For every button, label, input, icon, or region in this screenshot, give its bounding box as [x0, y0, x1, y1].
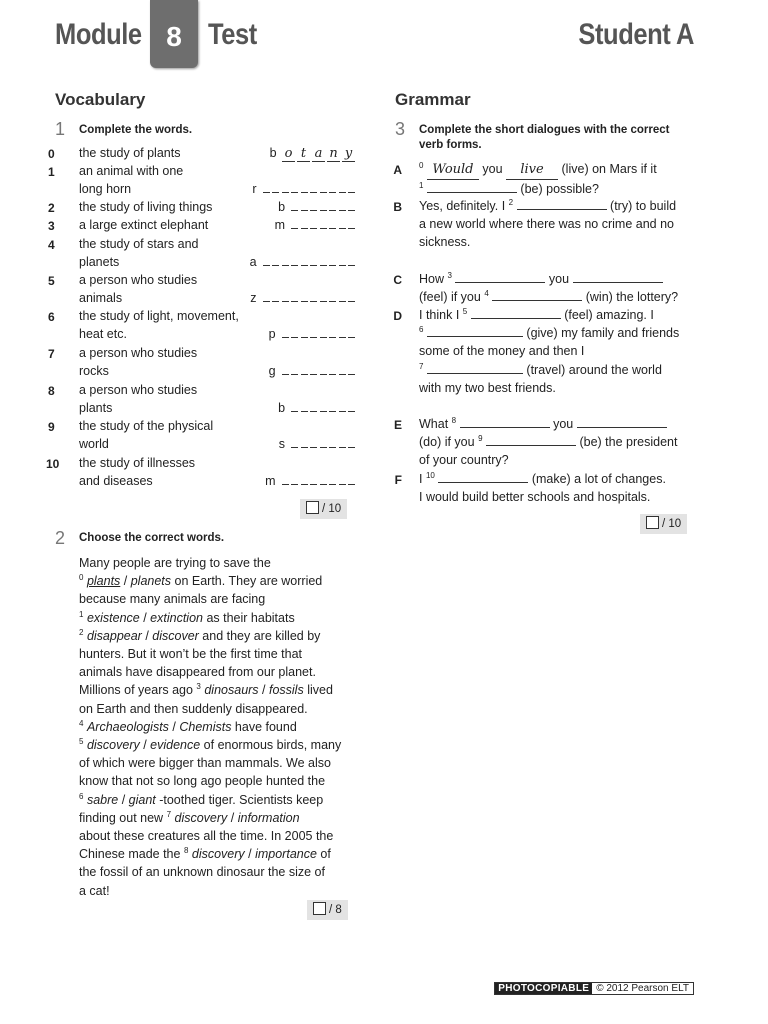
- exercise-1-score: / 10: [300, 499, 347, 519]
- dialogue-d-letter: D: [393, 309, 402, 323]
- vocab-item-clue: the study of plants: [79, 146, 181, 160]
- module-number-tab: 8: [150, 0, 198, 68]
- answer-blank-1[interactable]: [427, 180, 517, 193]
- vocab-item-answer[interactable]: p: [269, 327, 355, 341]
- answer-blank-5[interactable]: [471, 306, 561, 319]
- vocab-item-clue: the study of the physical: [79, 419, 214, 433]
- vocab-item-number: 0: [48, 147, 55, 161]
- answer-blank-6[interactable]: [427, 324, 523, 337]
- dialogue-e: What $^8$ you (do) if you $^9$ (be) the president of your country?: [419, 415, 678, 468]
- vocabulary-title: Vocabulary: [55, 90, 146, 109]
- vocab-item-answer[interactable]: b o t a n y: [270, 146, 355, 162]
- dialogue-d: I think I $^5$ (feel) amazing. I $^6$ (give) my family and friends some of the money and then I $^7$ (travel) around the world with my two best friends.: [419, 306, 680, 395]
- vocab-item-clue: long horn: [79, 182, 132, 196]
- vocab-item-number: 3: [48, 219, 55, 233]
- vocab-item-clue: a person who studies: [79, 346, 198, 360]
- vocab-item-clue: planets: [79, 255, 120, 269]
- dialogue-f-letter: F: [394, 473, 402, 487]
- vocab-item-number: 1: [48, 165, 55, 179]
- exercise-3-score: / 10: [640, 514, 687, 534]
- exercise-3-instruction-2: verb forms.: [419, 139, 482, 151]
- dialogue-b-letter: B: [393, 200, 402, 214]
- dialogue-a: $^0$ Would you live (live) on Mars if it $^1$ (be) possible?: [419, 160, 657, 197]
- answer-blank-8a[interactable]: [460, 415, 550, 428]
- answer-blank-7[interactable]: [427, 361, 523, 374]
- answer-blank-9[interactable]: [486, 433, 576, 446]
- answer-blank-2[interactable]: [517, 197, 607, 210]
- vocab-item-answer[interactable]: r: [252, 182, 355, 196]
- exercise-3-instruction-1: Complete the short dialogues with the correct: [419, 124, 670, 136]
- vocab-item-answer[interactable]: s: [279, 437, 355, 451]
- answer-blank-4[interactable]: [492, 288, 582, 301]
- dialogue-c-letter: C: [393, 273, 402, 287]
- vocab-item-number: 6: [48, 310, 55, 324]
- score-box[interactable]: [313, 902, 326, 915]
- header-module: Module: [55, 18, 142, 51]
- header-test: Test: [208, 18, 257, 51]
- vocab-item-clue: and diseases: [79, 474, 153, 488]
- vocab-item-number: 8: [48, 384, 55, 398]
- vocab-item-clue: a large extinct elephant: [79, 218, 209, 232]
- vocab-item-clue: plants: [79, 401, 113, 415]
- answer-blank-3b[interactable]: [573, 270, 663, 283]
- grammar-title: Grammar: [395, 90, 471, 109]
- vocab-item-answer[interactable]: g: [269, 364, 355, 378]
- score-box[interactable]: [306, 501, 319, 514]
- vocab-item-number: 10: [46, 457, 60, 471]
- vocab-item-number: 7: [48, 347, 55, 361]
- vocab-item-answer[interactable]: a: [250, 255, 355, 269]
- exercise-2-instruction: Choose the correct words.: [79, 532, 225, 544]
- answer-blank-8b[interactable]: [577, 415, 667, 428]
- dialogue-b: Yes, definitely. I $^2$ (try) to build a new world where there was no crime and no sickness.: [419, 197, 677, 250]
- photocopiable-label: PHOTOCOPIABLE: [495, 983, 592, 994]
- vocab-item-answer[interactable]: b: [278, 401, 355, 415]
- answer-blank-3a[interactable]: [455, 270, 545, 283]
- vocab-item-answer[interactable]: m: [265, 474, 355, 488]
- vocab-item-clue: animals: [79, 291, 123, 305]
- vocab-item-number: 4: [48, 238, 55, 252]
- vocab-item-answer[interactable]: b: [278, 200, 355, 214]
- exercise-2-passage: Many people are trying to save the $^0$ plants / planets on Earth. They are worried because many animals are facing $^1$ existence / extinction as their habitats $^2$ disappear / discover and they are killed by hunters. But it won’t be the first time that animals have disappeared from our planet. Millions of years ago $^3$ dinosaurs / fossils lived on Earth and then suddenly disappeared. $^4$ Archaeologists / Chemists have found $^5$ discovery / evidence of enormous birds, many of which were bigger than mammals. We also know that not so long ago people hunted the $^6$ sabre / giant -toothed tiger. Scientists keep finding out new $^7$ discovery / information about these creatures all the time. In 2005 the Chinese made the $^8$ discovery / importance of the fossil of an unknown dinosaur the size of a cat!: [79, 556, 342, 898]
- exercise-2-number: 2: [55, 528, 66, 548]
- vocab-item-clue: the study of stars and: [79, 237, 199, 251]
- vocab-item-clue: a person who studies: [79, 273, 198, 287]
- vocab-item-number: 9: [48, 420, 55, 434]
- answer-blank-10[interactable]: [438, 470, 528, 483]
- example-answer-live: live: [506, 161, 558, 180]
- vocab-item-clue: rocks: [79, 364, 109, 378]
- exercise-1-instruction: Complete the words.: [79, 124, 193, 136]
- vocab-item-clue: the study of illnesses: [79, 456, 196, 470]
- exercise-2-score: / 8: [307, 900, 348, 920]
- vocab-item-clue: a person who studies: [79, 383, 198, 397]
- dialogue-a-letter: A: [393, 163, 402, 177]
- footer: [494, 982, 694, 995]
- vocab-item-answer[interactable]: m: [275, 218, 355, 232]
- dialogue-e-letter: E: [393, 418, 402, 432]
- copyright: © 2012 Pearson ELT: [596, 983, 689, 994]
- vocab-item-number: 5: [48, 274, 55, 288]
- header-student: Student A: [578, 18, 694, 51]
- score-box[interactable]: [646, 516, 659, 529]
- dialogue-f: I $^{10}$ (make) a lot of changes. I would build better schools and hospitals.: [419, 470, 666, 505]
- vocab-item-clue: an animal with one: [79, 164, 184, 178]
- vocab-item-clue: the study of light, movement,: [79, 309, 239, 323]
- vocab-item-number: 2: [48, 201, 55, 215]
- example-answer-would: Would: [427, 161, 479, 180]
- vocab-item-clue: world: [79, 437, 109, 451]
- vocab-item-answer[interactable]: z: [250, 291, 355, 305]
- exercise-3-number: 3: [395, 119, 406, 139]
- dialogue-c: How $^3$ you (feel) if you $^4$ (win) the lottery?: [419, 270, 679, 305]
- vocab-item-clue: the study of living things: [79, 200, 213, 214]
- vocab-item-clue: heat etc.: [79, 327, 127, 341]
- exercise-1-number: 1: [55, 119, 66, 139]
